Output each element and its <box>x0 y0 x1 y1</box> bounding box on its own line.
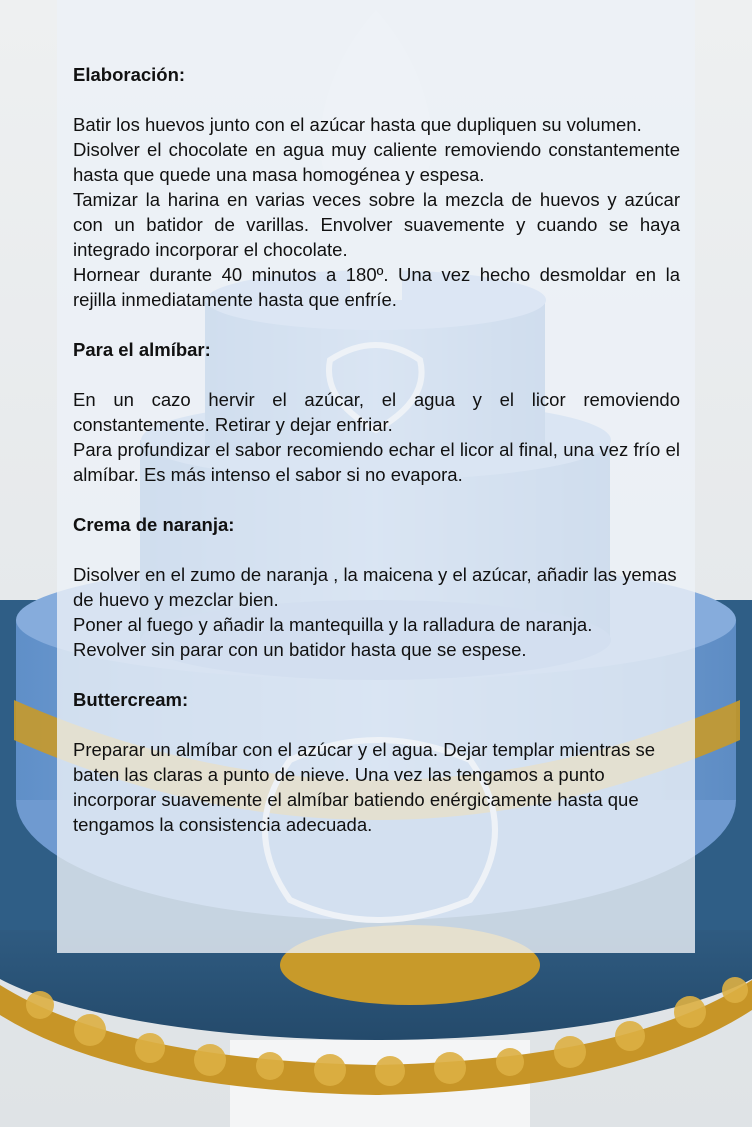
section-heading-elaboracion: Elaboración: <box>73 64 186 85</box>
paragraph: Hornear durante 40 minutos a 180º. Una vez hecho desmoldar en la rejilla inmediatamente hasta que enfríe. <box>73 264 680 310</box>
section-heading-buttercream: Buttercream: <box>73 689 189 710</box>
paragraph: En un cazo hervir el azúcar, el agua y el licor removiendo constantemente. Retirar y dejar enfriar. <box>73 389 680 435</box>
paragraph: Poner al fuego y añadir la mantequilla y la ralladura de naranja. <box>73 614 593 635</box>
paragraph: Revolver sin parar con un batidor hasta que se espese. <box>73 639 527 660</box>
paragraph: Tamizar la harina en varias veces sobre la mezcla de huevos y azúcar con un batidor de varillas. Envolver suavemente y cuando se haya integrado incorporar el chocolate. <box>73 189 680 260</box>
paragraph: Batir los huevos junto con el azúcar hasta que dupliquen su volumen. <box>73 114 642 135</box>
section-heading-almibar: Para el almíbar: <box>73 339 211 360</box>
paragraph: Preparar un almíbar con el azúcar y el agua. Dejar templar mientras se baten las claras a punto de nieve. Una vez las tengamos a punto incorporar suavemente el almíbar batiendo enérgicamente hasta que tengamos la consistencia adecuada. <box>73 739 655 835</box>
section-heading-crema-naranja: Crema de naranja: <box>73 514 235 535</box>
paragraph: Disolver en el zumo de naranja , la maicena y el azúcar, añadir las yemas de huevo y mezclar bien. <box>73 564 677 610</box>
paragraph: Disolver el chocolate en agua muy caliente removiendo constantemente hasta que quede una masa homogénea y espesa. <box>73 139 680 185</box>
paragraph: Para profundizar el sabor recomiendo echar el licor al final, una vez frío el almíbar. Es más intenso el sabor si no evapora. <box>73 439 680 485</box>
recipe-panel <box>57 0 695 953</box>
